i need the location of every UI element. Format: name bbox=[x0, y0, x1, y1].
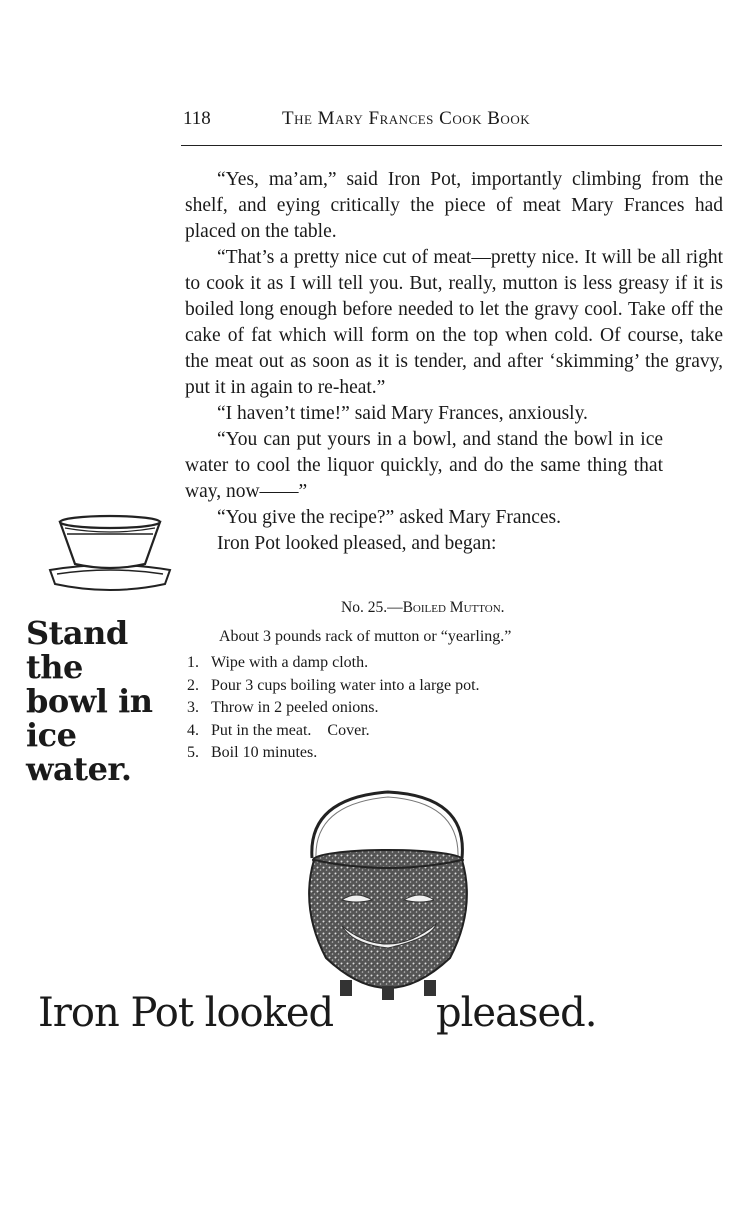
recipe-name: Boiled Mutton. bbox=[402, 599, 505, 616]
recipe-step: 5. Boil 10 minutes. bbox=[187, 744, 318, 761]
recipe-title bbox=[341, 599, 505, 617]
paragraph: “I haven’t time!” said Mary Frances, anxiously. bbox=[217, 403, 588, 424]
paragraph: “That’s a pretty nice cut of meat—pretty nice. It will be all right to cook it as I will tell you. But, really, mutton is less greasy if it is boiled long enough before needed to let the gravy cool. Take off the cake of fat which will form on the top when cold. Of course, take the meat out as soon as it is tender, and after ‘skimming’ the gravy, put it in again to re-heat.” bbox=[185, 247, 723, 398]
paragraph: Iron Pot looked pleased, and began: bbox=[217, 533, 497, 554]
paragraph: “You can put yours in a bowl, and stand the bowl in ice water to cool the liquor quickly, and do the same thing that way, now——” bbox=[185, 429, 663, 502]
page-header bbox=[183, 108, 723, 134]
recipe-ingredients: About 3 pounds rack of mutton or “yearling.” bbox=[219, 628, 512, 645]
pot-caption-left: Iron Pot looked bbox=[38, 990, 334, 1036]
recipe-number: No. 25.— bbox=[341, 599, 403, 616]
recipe-steps bbox=[187, 652, 480, 765]
smiling-iron-pot-icon bbox=[298, 788, 476, 1004]
recipe-step: 1. Wipe with a damp cloth. bbox=[187, 654, 369, 671]
paragraph: “Yes, ma’am,” said Iron Pot, importantly climbing from the shelf, and eying critically the piece of meat Mary Frances had placed on the table. bbox=[185, 169, 723, 242]
header-rule bbox=[181, 145, 722, 146]
page-number: 118 bbox=[183, 108, 211, 129]
recipe-step: 2. Pour 3 cups boiling water into a large pot. bbox=[187, 676, 480, 694]
bowl-in-ice-water-icon bbox=[45, 512, 175, 602]
recipe-step: 3. Throw in 2 peeled onions. bbox=[187, 699, 379, 716]
pot-caption-right: pleased. bbox=[436, 990, 597, 1036]
bowl-caption: Stand the bowl in ice water. bbox=[26, 614, 153, 788]
paragraph: “You give the recipe?” asked Mary Frances. bbox=[217, 507, 562, 528]
story-text bbox=[185, 167, 723, 557]
running-title: The Mary Frances Cook Book bbox=[282, 108, 531, 129]
recipe-step: 4. Put in the meat. Cover. bbox=[187, 721, 370, 739]
